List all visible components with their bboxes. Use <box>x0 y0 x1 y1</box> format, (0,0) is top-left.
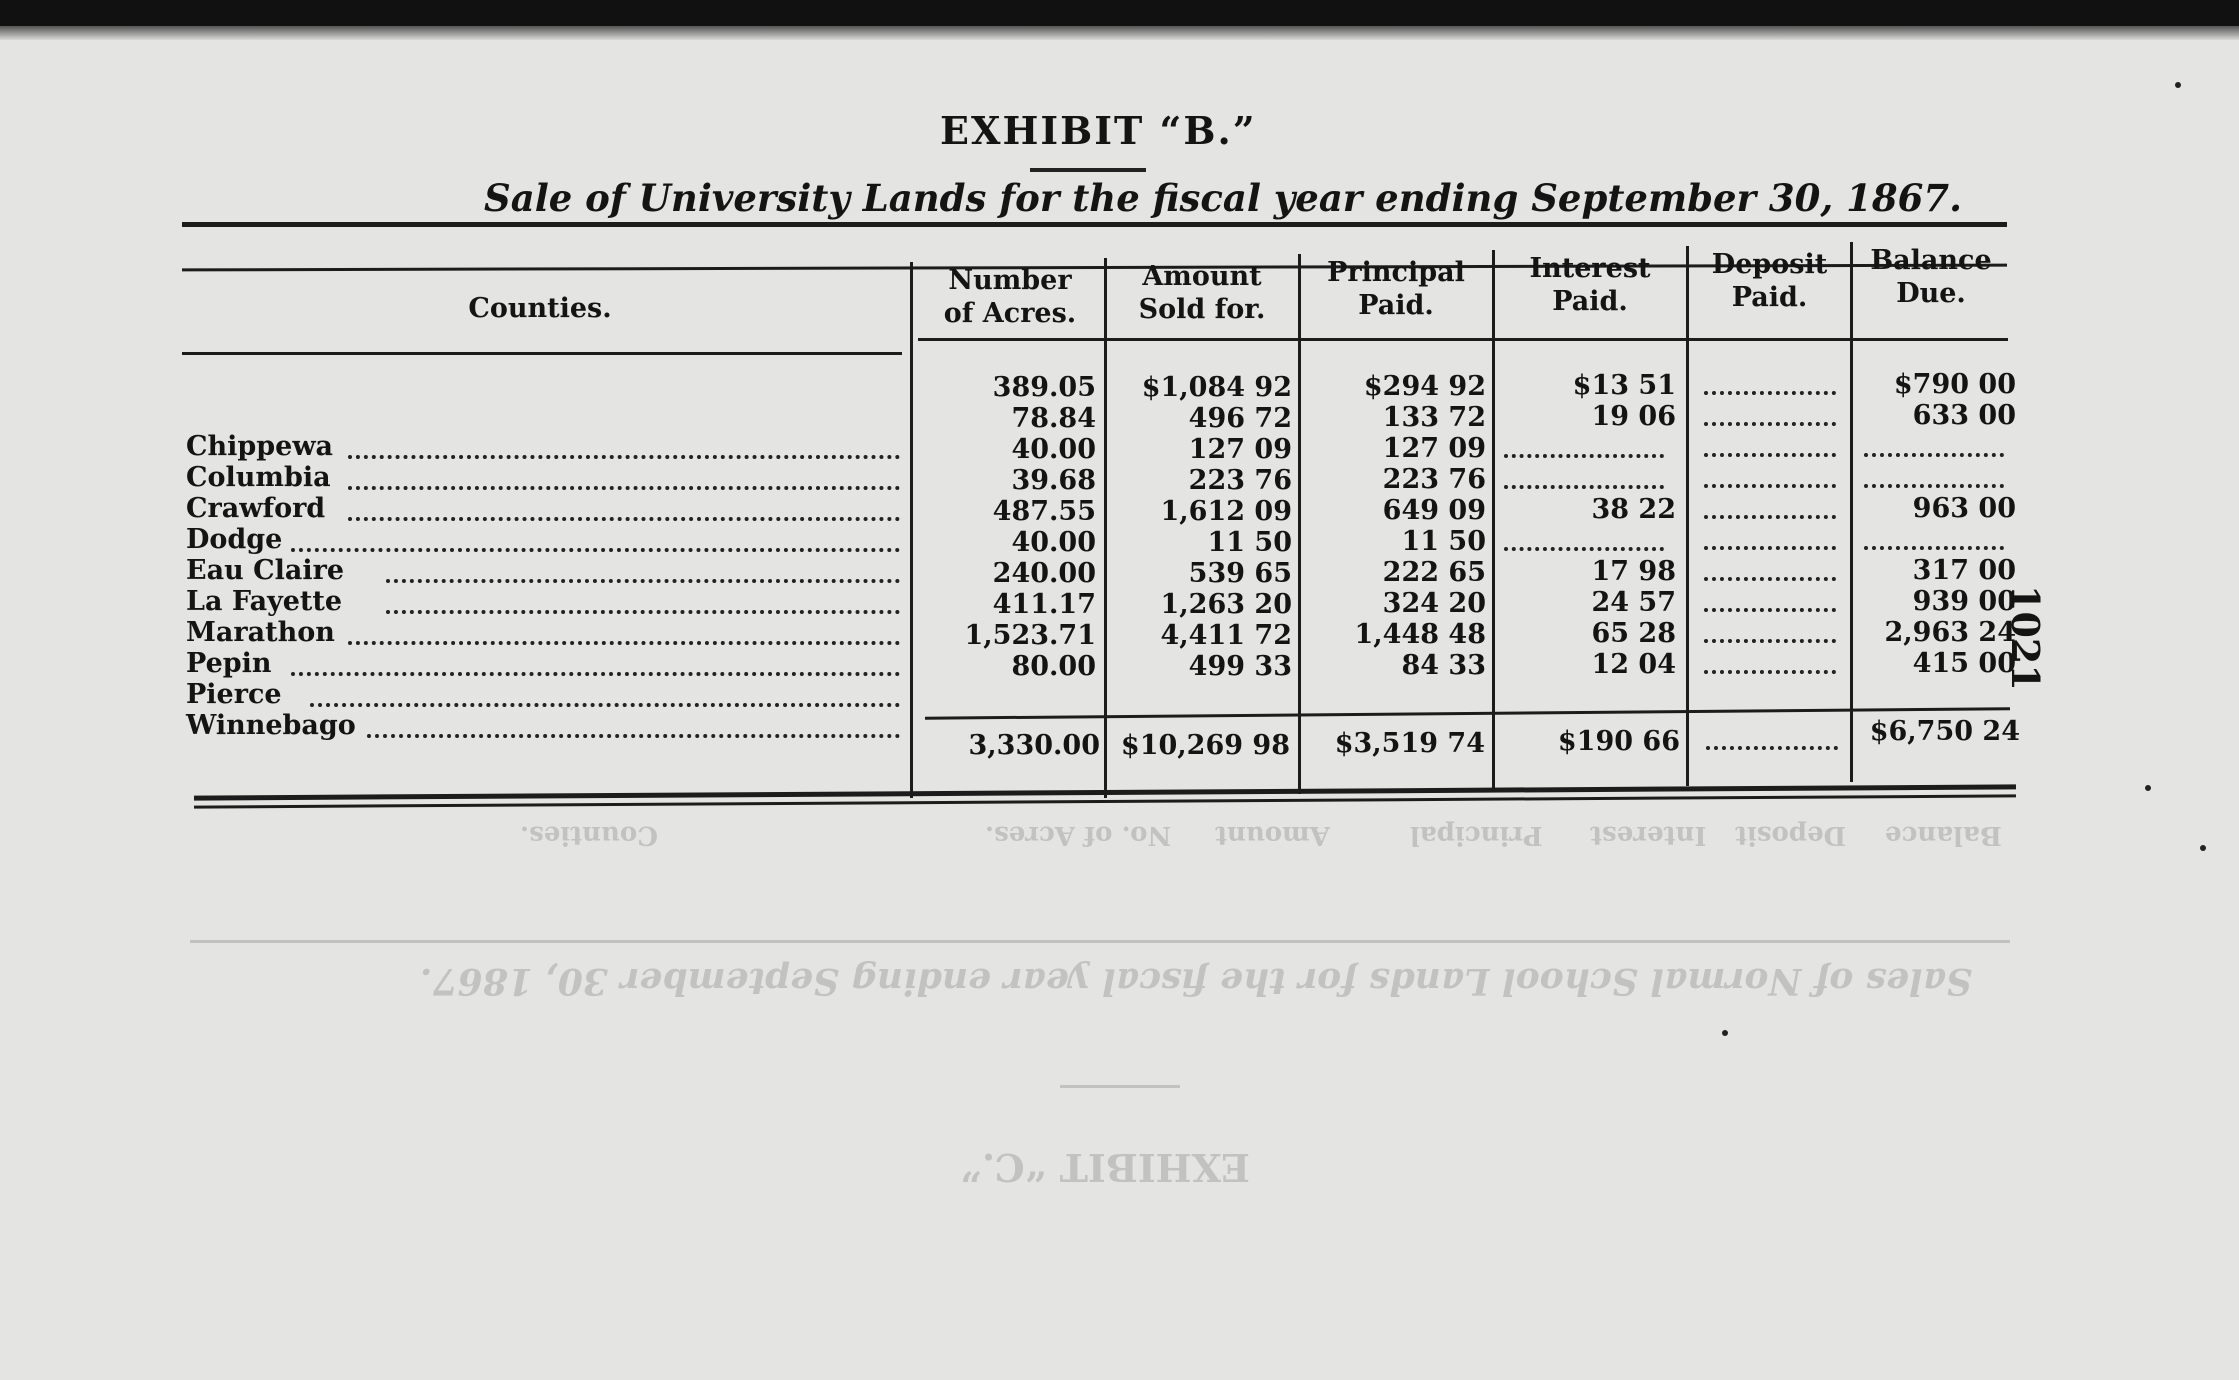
cell-amount: 127 09 <box>1188 433 1292 465</box>
cell-principal: 222 65 <box>1382 556 1486 588</box>
cell-balance: 2,963 24 <box>1884 616 2016 648</box>
county-label: Pierce <box>186 679 282 710</box>
empty-deposit-dots <box>1704 608 1836 612</box>
cell-acres: 39.68 <box>1011 465 1096 497</box>
bleed-through-header: Counties. <box>520 820 658 850</box>
county-name <box>186 586 342 617</box>
cell-principal: 1,448 48 <box>1354 618 1486 650</box>
bleed-through-rule <box>190 940 2010 943</box>
header-deposit-line1: Deposit <box>1711 249 1828 280</box>
county-name <box>186 555 344 586</box>
totals-rule <box>925 707 2010 719</box>
county-label: Chippewa <box>186 431 334 462</box>
empty-deposit-dots <box>1704 453 1836 457</box>
county-leader-dots <box>348 486 900 490</box>
cell-principal: 127 09 <box>1382 432 1486 464</box>
header-counties: Counties. <box>468 293 612 324</box>
cell-principal: 133 72 <box>1382 401 1486 433</box>
county-label: La Fayette <box>186 586 343 617</box>
empty-deposit-dots <box>1704 484 1836 488</box>
exhibit-title: EXHIBIT “B.” <box>940 108 1257 153</box>
county-label: Columbia <box>186 462 331 493</box>
county-name <box>186 710 356 741</box>
column-separator <box>1850 242 1853 782</box>
cell-amount: 223 76 <box>1188 464 1292 496</box>
cell-acres: 78.84 <box>1011 403 1096 435</box>
header-interest-line1: Interest <box>1529 253 1651 284</box>
header-principal <box>1306 256 1486 322</box>
empty-deposit-dots <box>1704 515 1836 519</box>
cell-amount: 539 65 <box>1188 557 1292 589</box>
column-separator <box>1298 254 1301 794</box>
empty-deposit-dots <box>1704 639 1836 643</box>
empty-deposit-dots <box>1704 670 1836 674</box>
cell-acres: 389.05 <box>992 372 1096 404</box>
county-leader-dots <box>291 548 900 552</box>
column-separator <box>1492 250 1495 790</box>
empty-balance-dots <box>1864 453 2004 457</box>
bleed-through-header: No. of Acres. <box>985 820 1172 850</box>
header-principal-line1: Principal <box>1327 257 1465 288</box>
county-leader-dots <box>348 517 900 521</box>
header-amount-line1: Amount <box>1142 261 1262 292</box>
county-label: Pepin <box>186 648 272 679</box>
cell-acres: 40.00 <box>1011 434 1096 466</box>
total-acres: 3,330.00 <box>968 730 1100 761</box>
title-underline <box>1030 168 1146 172</box>
cell-balance: 939 00 <box>1912 585 2016 617</box>
county-name <box>186 462 331 493</box>
column-separator <box>1686 246 1689 786</box>
empty-deposit-dots <box>1704 577 1836 581</box>
header-acres <box>920 264 1100 330</box>
county-leader-dots <box>348 641 900 645</box>
table-subtitle: Sale of University Lands for the fiscal year ending September 30, 1867. <box>484 176 1963 220</box>
header-amount-line2: Sold for. <box>1138 294 1266 325</box>
cell-interest: 17 98 <box>1591 556 1676 588</box>
header-balance <box>1856 244 2006 310</box>
header-bottom-rule <box>182 352 902 355</box>
cell-amount: 1,612 09 <box>1160 495 1292 527</box>
cell-interest: 12 04 <box>1591 649 1676 681</box>
header-deposit-line2: Paid. <box>1731 282 1808 313</box>
cell-balance: 633 00 <box>1912 399 2016 431</box>
bleed-through-rule-short <box>1060 1085 1180 1088</box>
cell-acres: 411.17 <box>992 589 1096 621</box>
empty-balance-dots <box>1864 546 2004 550</box>
header-deposit <box>1692 248 1847 314</box>
total-amount: $10,269 98 <box>1120 730 1290 761</box>
empty-interest-dots <box>1504 454 1664 458</box>
cell-interest: 38 22 <box>1591 494 1676 526</box>
cell-principal: 223 76 <box>1382 463 1486 495</box>
total-deposit-dots <box>1706 746 1838 750</box>
empty-deposit-dots <box>1704 546 1836 550</box>
header-bottom-rule-right <box>918 338 2008 341</box>
cell-acres: 40.00 <box>1011 527 1096 559</box>
cell-amount: 4,411 72 <box>1160 619 1292 651</box>
cell-principal: 649 09 <box>1382 494 1486 526</box>
county-label: Eau Claire <box>186 555 345 586</box>
scan-speck <box>2175 82 2181 88</box>
header-balance-line1: Balance <box>1870 245 1992 276</box>
cell-amount: 1,263 20 <box>1160 588 1292 620</box>
cell-principal: 84 33 <box>1401 649 1486 681</box>
county-name <box>186 679 282 710</box>
header-balance-line2: Due. <box>1896 278 1966 309</box>
cell-acres: 487.55 <box>992 496 1096 528</box>
county-name <box>186 648 272 679</box>
bleed-through-header: Amount <box>1215 820 1330 850</box>
header-interest <box>1500 252 1680 318</box>
county-leader-dots <box>291 672 900 676</box>
column-separator <box>910 262 913 798</box>
county-label: Dodge <box>186 524 283 555</box>
cell-interest: 24 57 <box>1591 587 1676 619</box>
county-label: Winnebago <box>186 710 356 741</box>
cell-principal: 324 20 <box>1382 587 1486 619</box>
cell-amount: $1,084 92 <box>1141 371 1292 403</box>
county-name <box>186 493 325 524</box>
column-separator <box>1104 258 1107 798</box>
bleed-through-subtitle: Sales of Normal School Lands for the fiscal year ending September 30, 1867. <box>420 960 1973 1002</box>
scan-top-shadow <box>0 26 2239 40</box>
empty-deposit-dots <box>1704 422 1836 426</box>
total-interest: $190 66 <box>1557 726 1680 757</box>
empty-interest-dots <box>1504 485 1664 489</box>
county-name <box>186 431 333 462</box>
bleed-through-header: Balance <box>1885 820 2002 850</box>
cell-balance: $790 00 <box>1893 368 2016 400</box>
scan-speck <box>2200 845 2206 851</box>
scan-speck <box>2145 785 2151 791</box>
county-leader-dots <box>367 734 900 738</box>
bleed-through-header: Principal <box>1410 820 1543 850</box>
page-number: 1021 <box>2003 585 2048 691</box>
bleed-through-header: Interest <box>1590 820 1707 850</box>
table-top-rule <box>182 222 2007 227</box>
cell-amount: 496 72 <box>1188 402 1292 434</box>
county-name <box>186 617 335 648</box>
empty-balance-dots <box>1864 484 2004 488</box>
header-amount <box>1112 260 1292 326</box>
cell-balance: 963 00 <box>1912 492 2016 524</box>
cell-balance: 415 00 <box>1912 647 2016 679</box>
header-interest-line2: Paid. <box>1552 286 1628 317</box>
cell-principal: $294 92 <box>1363 370 1486 402</box>
county-leader-dots <box>386 610 900 614</box>
scan-top-border <box>0 0 2239 26</box>
cell-principal: 11 50 <box>1401 525 1486 557</box>
total-principal: $3,519 74 <box>1334 728 1485 759</box>
county-name <box>186 524 282 555</box>
cell-amount: 11 50 <box>1207 526 1292 558</box>
cell-interest: $13 51 <box>1572 370 1676 402</box>
header-principal-line2: Paid. <box>1358 290 1434 321</box>
cell-acres: 80.00 <box>1011 651 1096 683</box>
header-acres-line2: of Acres. <box>943 298 1077 329</box>
bleed-through-header: Deposit <box>1735 820 1847 850</box>
cell-interest: 19 06 <box>1591 401 1676 433</box>
cell-interest: 65 28 <box>1591 618 1676 650</box>
bleed-through-exhibit: EXHIBIT “C.” <box>960 1145 1251 1190</box>
empty-interest-dots <box>1504 547 1664 551</box>
scan-speck <box>1722 1030 1728 1036</box>
county-label: Crawford <box>186 493 326 524</box>
header-acres-line1: Number <box>948 265 1072 296</box>
county-leader-dots <box>348 455 900 459</box>
total-balance: $6,750 24 <box>1869 716 2020 747</box>
county-label: Marathon <box>186 617 335 648</box>
county-leader-dots <box>310 703 900 707</box>
cell-balance: 317 00 <box>1912 554 2016 586</box>
empty-deposit-dots <box>1704 391 1836 395</box>
cell-acres: 1,523.71 <box>964 620 1096 652</box>
cell-amount: 499 33 <box>1188 650 1292 682</box>
cell-acres: 240.00 <box>992 558 1096 590</box>
county-leader-dots <box>386 579 900 583</box>
